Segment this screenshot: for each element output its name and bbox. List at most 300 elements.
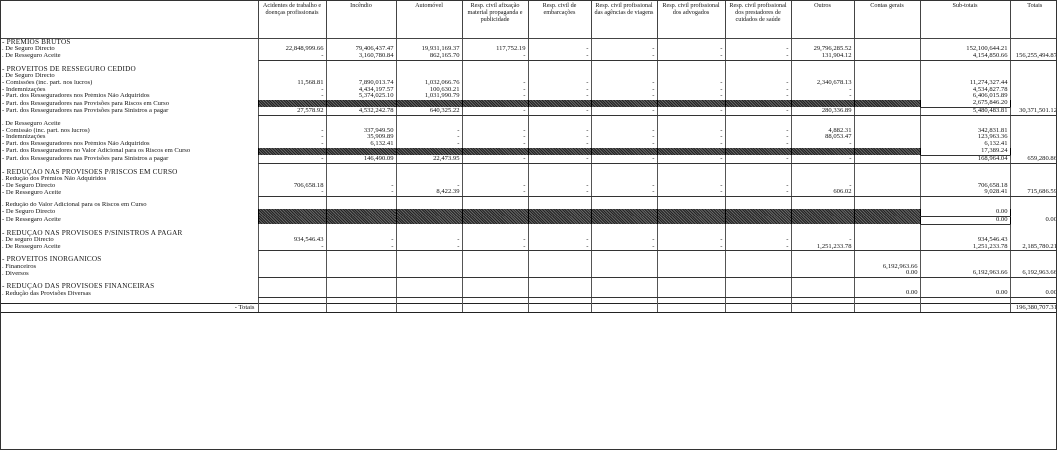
value-cell: - [528,244,591,251]
value-cell [258,230,326,237]
value-cell: - [462,183,528,190]
value-cell [791,100,854,107]
section-heading: - PROVEITOS INORGÂNICOS [2,256,102,264]
value-cell: 0.00 [920,216,1010,224]
value-cell [725,230,791,237]
column-header: Resp. civil profissional dos advogados [657,0,725,39]
value-cell [657,216,725,224]
table-row [0,121,1057,128]
value-cell: - [528,189,591,196]
value-cell: 715,686.59 [1010,189,1057,196]
value-cell [920,169,1010,176]
value-cell: - [657,87,725,94]
value-cell [854,256,920,263]
value-cell [854,237,920,244]
value-cell: - [591,134,657,141]
value-cell: - [657,134,725,141]
section-row [0,66,1057,73]
value-cell: - [657,80,725,87]
value-cell: - [396,128,462,135]
value-cell [725,270,791,277]
value-cell: - [591,155,657,163]
row-label: - Indemnizações [2,86,46,93]
value-cell: 4,882.31 [791,128,854,135]
value-cell [396,264,462,271]
value-cell: - [591,141,657,148]
value-cell [791,169,854,176]
value-cell: - [528,237,591,244]
value-cell: - [462,141,528,148]
value-cell [725,169,791,176]
value-cell: - [258,53,326,60]
value-cell [462,216,528,224]
value-cell [1010,264,1057,271]
value-cell [791,216,854,224]
value-cell [854,73,920,80]
value-cell [854,87,920,94]
section-row [0,169,1057,176]
value-cell [1010,202,1057,209]
value-cell: - [791,237,854,244]
table-row [0,53,1057,60]
value-cell [591,209,657,216]
row-label: - De Seguro Directo [2,182,56,189]
value-cell [258,73,326,80]
value-cell: - [657,189,725,196]
header-label-column [0,0,258,39]
value-cell [258,264,326,271]
value-cell [591,256,657,263]
value-cell [854,93,920,100]
value-cell: - [462,134,528,141]
section-heading: - REDUÇÃO DAS PROVISÕES FINANCEIRAS [2,283,155,291]
value-cell [791,66,854,73]
value-cell: - [258,141,326,148]
value-cell: - [725,80,791,87]
value-cell: 5,480,483.81 [920,107,1010,115]
value-cell [854,202,920,209]
table-row [0,134,1057,141]
value-cell [920,264,1010,271]
value-cell [920,230,1010,237]
value-cell: - [462,53,528,60]
value-cell: - [326,183,396,190]
value-cell: - [791,87,854,94]
value-cell [920,66,1010,73]
value-cell: 280,336.89 [791,107,854,115]
value-cell [791,304,854,313]
value-cell [396,256,462,263]
value-cell [854,176,920,183]
value-cell [725,283,791,290]
value-cell: - [725,244,791,251]
value-cell [326,100,396,107]
value-cell [591,283,657,290]
value-cell: - [591,46,657,53]
value-cell [854,244,920,251]
value-cell: - [462,189,528,196]
value-cell [920,202,1010,209]
value-cell [528,148,591,155]
value-cell [326,176,396,183]
value-cell [396,283,462,290]
column-header: Contas gerais [854,0,920,39]
value-cell: 117,752.19 [462,46,528,53]
value-cell [1010,237,1057,244]
table-row [0,87,1057,94]
value-cell: 2,340,678.13 [791,80,854,87]
value-cell: - [591,183,657,190]
value-cell: 5,374,025.10 [326,93,396,100]
value-cell: 4,434,197.57 [326,87,396,94]
value-cell: - [725,189,791,196]
table-row [0,100,1057,107]
value-cell: - [528,87,591,94]
value-cell: - [462,128,528,135]
value-cell [462,73,528,80]
value-cell [258,283,326,290]
value-cell: - [725,93,791,100]
value-cell [528,216,591,224]
value-cell [258,148,326,155]
value-cell [591,264,657,271]
value-cell [396,202,462,209]
value-cell [725,209,791,216]
value-cell: - [725,128,791,135]
value-cell [528,202,591,209]
value-cell [791,256,854,263]
value-cell [725,66,791,73]
value-cell [791,230,854,237]
table-row [0,80,1057,87]
value-cell: - [258,244,326,251]
section-heading: - PRÉMIOS BRUTOS [2,38,71,46]
table-row [0,209,1057,216]
value-cell: 1,251,233.78 [920,244,1010,251]
value-cell: 131,904.12 [791,53,854,60]
value-cell [1010,39,1057,47]
value-cell: 342,831.81 [920,128,1010,135]
value-cell: 0.00 [1010,216,1057,224]
value-cell [462,209,528,216]
value-cell [528,66,591,73]
row-label: - Part. dos Resseguradores no Valor Adicional para os Riscos em Curso [2,147,191,155]
column-header: Outros [791,0,854,39]
row-label: - Part. dos Resseguradores nas Provisões para Sinistros a pagar [2,107,169,115]
value-cell: 79,406,437.47 [326,46,396,53]
value-cell [462,283,528,290]
value-cell: 152,100,644.21 [920,46,1010,53]
value-cell: 17,389.24 [920,148,1010,155]
value-cell: - [591,237,657,244]
value-cell [657,264,725,271]
value-cell [396,169,462,176]
value-cell [462,176,528,183]
value-cell [657,304,725,313]
value-cell [258,270,326,277]
column-header: Totais [1010,0,1057,39]
value-cell [462,121,528,128]
value-cell [1010,169,1057,176]
row-label: - Part. dos Resseguradores nos Prémios Não Adquiridos [2,141,150,148]
value-cell [854,216,920,224]
value-cell: - [591,107,657,115]
value-cell [1010,80,1057,87]
value-cell [854,66,920,73]
value-cell: - [657,183,725,190]
value-cell [258,121,326,128]
value-cell: - [258,155,326,163]
value-cell: - [591,87,657,94]
value-cell [791,39,854,47]
value-cell [528,209,591,216]
value-cell [258,100,326,107]
section-row [0,256,1057,263]
value-cell [326,290,396,297]
value-cell: 19,931,169.37 [396,46,462,53]
value-cell [725,176,791,183]
value-cell: - [528,53,591,60]
value-cell [258,39,326,47]
value-cell: - [657,53,725,60]
value-cell [725,256,791,263]
value-cell [591,66,657,73]
value-cell [591,176,657,183]
row-label: - De Resseguro Aceite [2,189,62,196]
row-label: . De Seguro Directo [2,46,55,53]
value-cell: - [396,237,462,244]
value-cell [791,290,854,297]
value-cell: 22,473.95 [396,155,462,163]
value-cell [657,169,725,176]
value-cell: - [396,244,462,251]
table-row [0,176,1057,183]
value-cell [326,230,396,237]
row-label: - De Seguro Directo [2,208,56,216]
value-cell [326,304,396,313]
section-row [0,230,1057,237]
value-cell: - [791,183,854,190]
value-cell [1010,66,1057,73]
value-cell: - [725,141,791,148]
value-cell [528,230,591,237]
value-cell [462,304,528,313]
value-cell [920,304,1010,313]
value-cell [528,169,591,176]
value-cell [396,290,462,297]
value-cell: 659,280.86 [1010,155,1057,163]
value-cell [326,256,396,263]
value-cell [854,80,920,87]
value-cell [396,66,462,73]
value-cell [326,270,396,277]
value-cell: - [326,237,396,244]
value-cell [258,66,326,73]
value-cell: - [725,237,791,244]
value-cell [854,169,920,176]
value-cell: 606.02 [791,189,854,196]
value-cell [258,202,326,209]
value-cell: - [657,237,725,244]
value-cell: - [657,93,725,100]
value-cell: 4,154,850.66 [920,53,1010,60]
value-cell [1010,100,1057,107]
value-cell: - [657,155,725,163]
value-cell: - [591,244,657,251]
value-cell: - [528,134,591,141]
value-cell: 6,192,963.66 [920,270,1010,277]
value-cell [854,183,920,190]
value-cell: 7,890,013.74 [326,80,396,87]
section-row [0,283,1057,290]
value-cell [396,304,462,313]
value-cell [657,73,725,80]
table-row [0,189,1057,196]
value-cell [528,39,591,47]
value-cell: - [657,128,725,135]
value-cell: 3,160,780.84 [326,53,396,60]
value-cell: - [462,155,528,163]
value-cell: 4,534,827.78 [920,87,1010,94]
value-cell: - [657,141,725,148]
value-cell [528,176,591,183]
value-cell [396,121,462,128]
value-cell [657,148,725,155]
value-cell [920,256,1010,263]
value-cell: - [258,128,326,135]
value-cell: 11,274,327.44 [920,80,1010,87]
column-header: Resp. civil profissional dos prestadores de cuidados de saúde [725,0,791,39]
column-header: Acidentes de trabalho e doenças profissionais [258,0,326,39]
section-heading: - REDUÇÃO NAS PROVISÕES P/RISCOS EM CURSO [2,168,178,176]
table-row [0,73,1057,80]
value-cell [326,169,396,176]
value-cell: - [591,189,657,196]
value-cell [657,256,725,263]
value-cell [725,121,791,128]
value-cell [528,283,591,290]
value-cell [725,202,791,209]
value-cell [657,121,725,128]
column-header: Resp. civil afixação material propaganda e publicidade [462,0,528,39]
value-cell [462,230,528,237]
value-cell [657,100,725,107]
value-cell: - [725,53,791,60]
value-cell: - [258,87,326,94]
value-cell [258,256,326,263]
value-cell [326,148,396,155]
value-cell [396,216,462,224]
row-label: - Totais [0,304,258,313]
value-cell [1010,256,1057,263]
value-cell: - [528,93,591,100]
table-body [0,39,1057,313]
column-header: Resp. civil de embarcações [528,0,591,39]
value-cell [791,283,854,290]
value-cell: - [528,155,591,163]
value-cell [791,270,854,277]
value-cell: - [725,155,791,163]
table-row [0,93,1057,100]
value-cell [854,128,920,135]
value-cell: 934,546.43 [920,237,1010,244]
value-cell: - [396,183,462,190]
value-cell [396,230,462,237]
row-label: - Part. dos Resseguradores nos Prémios Não Adquiridos [2,93,150,100]
value-cell [1010,230,1057,237]
value-cell: 1,031,990.79 [396,93,462,100]
value-cell: - [725,46,791,53]
value-cell [854,46,920,53]
value-cell [920,121,1010,128]
table-row [0,244,1057,251]
value-cell [528,256,591,263]
value-cell: 88,053.47 [791,134,854,141]
table-row [0,128,1057,135]
value-cell [854,304,920,313]
value-cell [791,202,854,209]
value-cell: 640,325.22 [396,107,462,115]
table-row [0,148,1057,155]
value-cell: 156,255,494.87 [1010,53,1057,60]
value-cell: - [258,189,326,196]
table-row [0,183,1057,190]
value-cell: - [528,80,591,87]
table-row [0,290,1057,297]
value-cell [258,176,326,183]
value-cell [657,39,725,47]
value-cell [657,290,725,297]
value-cell [326,39,396,47]
value-cell: 22,848,999.66 [258,46,326,53]
row-label: . De Seguro Directo [2,73,55,80]
table-row [0,155,1057,163]
value-cell [791,73,854,80]
row-label: . Financeiros [2,263,37,270]
value-cell [326,216,396,224]
value-cell [725,264,791,271]
value-cell [1010,128,1057,135]
value-cell [1010,121,1057,128]
value-cell: 146,490.09 [326,155,396,163]
value-cell [657,209,725,216]
column-header: Incêndio [326,0,396,39]
value-cell [591,169,657,176]
value-cell: 29,796,285.52 [791,46,854,53]
value-cell [258,290,326,297]
value-cell [791,209,854,216]
value-cell: 1,032,066.76 [396,80,462,87]
value-cell [462,202,528,209]
row-label: - Indemnizações [2,134,46,141]
value-cell: - [791,155,854,163]
table-row [0,264,1057,271]
section-heading: - PROVEITOS DE RESSEGURO CEDIDO [2,65,136,73]
value-cell: 337,949.50 [326,128,396,135]
row-label: . De seguro Directo [2,236,54,243]
value-cell: - [462,244,528,251]
value-cell [326,283,396,290]
value-cell [1010,87,1057,94]
section-heading: - REDUÇÃO NAS PROVISÕES P/SINISTROS A PAGAR [2,229,183,237]
value-cell [920,39,1010,47]
value-cell [725,148,791,155]
value-cell [657,176,725,183]
value-cell: 123,963.36 [920,134,1010,141]
value-cell: 6,132.41 [920,141,1010,148]
value-cell [657,202,725,209]
value-cell [326,121,396,128]
